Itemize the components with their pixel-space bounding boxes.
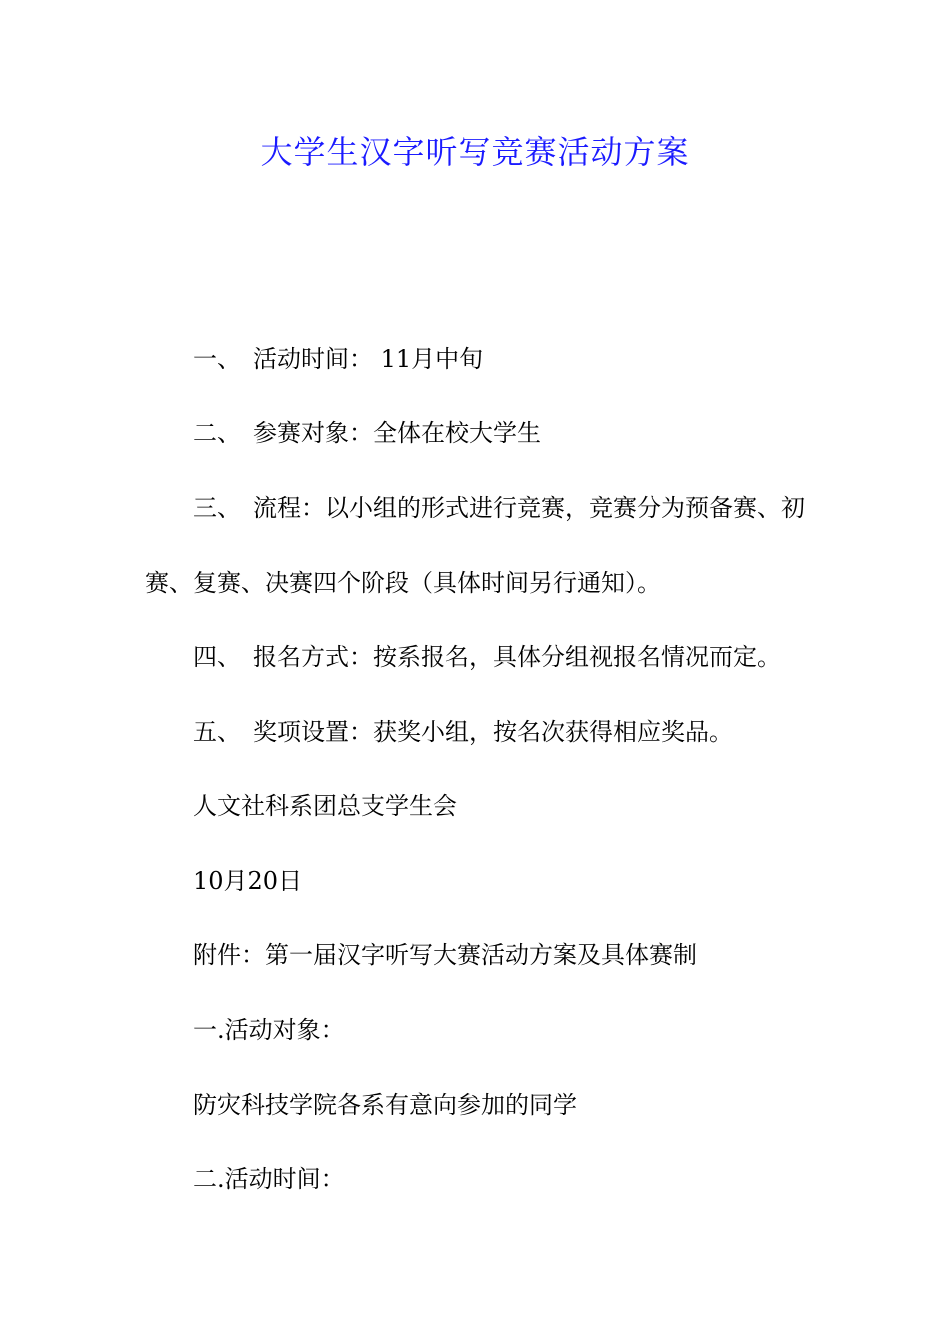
document-title: 大学生汉字听写竞赛活动方案 <box>260 133 690 171</box>
list-item-number: 四、 <box>193 643 241 671</box>
list-item-4 <box>193 637 781 677</box>
list-item-text: 活动时间： 11月中旬 <box>253 345 484 373</box>
list-item-number: 三、 <box>193 494 241 522</box>
list-item-number: 五、 <box>193 718 241 746</box>
list-item-text: 参赛对象：全体在校大学生 <box>253 419 541 447</box>
list-item-number: 二、 <box>193 419 241 447</box>
list-item-1 <box>193 339 483 379</box>
list-item-5 <box>193 712 733 752</box>
list-item-number: 一、 <box>193 345 241 373</box>
signature-date: 10月20日 <box>193 867 303 895</box>
organization-signature: 人文社科系团总支学生会 <box>193 792 457 820</box>
list-item-3-continuation: 赛、复赛、决赛四个阶段（具体时间另行通知）。 <box>145 569 661 597</box>
list-item-text: 奖项设置：获奖小组，按名次获得相应奖品。 <box>253 718 733 746</box>
attachment-line: 附件：第一届汉字听写大赛活动方案及具体赛制 <box>193 941 697 969</box>
list-item-text: 报名方式：按系报名，具体分组视报名情况而定。 <box>253 643 781 671</box>
list-item-2 <box>193 413 541 453</box>
list-item-text: 流程：以小组的形式进行竞赛，竞赛分为预备赛、初 <box>253 494 805 522</box>
section-heading-1: 一.活动对象： <box>193 1016 345 1044</box>
section-text-1: 防灾科技学院各系有意向参加的同学 <box>193 1091 577 1119</box>
list-item-3 <box>193 488 805 528</box>
section-heading-2: 二.活动时间： <box>193 1165 345 1193</box>
